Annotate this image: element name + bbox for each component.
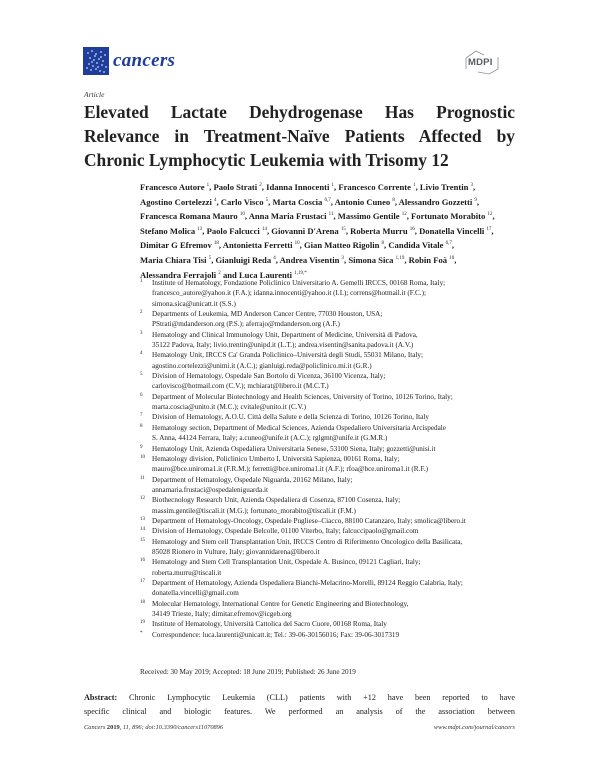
author-name: Carlo Visco bbox=[220, 196, 266, 207]
affiliation-number: 12 bbox=[140, 496, 145, 502]
publication-dates: Received: 30 May 2019; Accepted: 18 June 2019; Published: 26 June 2019 bbox=[140, 668, 356, 676]
affiliation-marker[interactable]: 10 bbox=[239, 212, 245, 218]
author-name: Alessandra Ferrajoli bbox=[140, 269, 219, 280]
author-name: Massimo Gentile bbox=[337, 211, 402, 222]
emblem-dot bbox=[97, 66, 99, 68]
affiliation-text: 85028 Rionero in Vulture, Italy; giovannidarena@libero.it bbox=[152, 547, 320, 556]
affiliation-item bbox=[140, 412, 525, 422]
affiliation-marker[interactable]: 4 bbox=[213, 197, 217, 203]
author-line: Francesca Romana Mauro $^{10}$, Anna Maria Frustaci $^{11}$, Massimo Gentile $^{12}$, Fortunato Morabito $^{12}$, bbox=[140, 211, 495, 222]
page-footer bbox=[84, 724, 515, 731]
affiliation-marker[interactable]: 6,7 bbox=[324, 197, 331, 203]
affiliation-marker[interactable]: 8 bbox=[381, 241, 385, 247]
affiliation-text: Department of Molecular Biotechnology and Health Sciences, University of Torino, 10126 Torino, Italy; bbox=[152, 392, 453, 401]
emblem-dot bbox=[90, 69, 92, 71]
affiliation-item bbox=[140, 537, 525, 558]
affiliation-text: Departments of Leukemia, MD Anderson Cancer Centre, 77030 Houston, USA; bbox=[152, 310, 383, 319]
affiliation-item bbox=[140, 330, 525, 351]
affiliation-marker[interactable]: 8 bbox=[392, 197, 395, 203]
affiliation-item bbox=[140, 444, 525, 454]
affiliation-number: 18 bbox=[140, 599, 145, 605]
abstract-label: Abstract: bbox=[84, 693, 118, 702]
author-name: Giovanni D'Arena bbox=[271, 225, 341, 236]
affiliation-item bbox=[140, 475, 525, 496]
author-name: Francesca Romana Mauro bbox=[140, 211, 240, 222]
affiliation-marker[interactable]: 1 bbox=[413, 183, 416, 189]
affiliation-number: 8 bbox=[140, 423, 143, 429]
affiliation-number: 15 bbox=[140, 537, 145, 543]
article-type-label: Article bbox=[84, 90, 105, 99]
affiliation-number: 5 bbox=[140, 372, 143, 378]
abstract-line: specific clinical and biologic features. We performed an analysis of the association between bbox=[84, 707, 515, 716]
affiliation-item bbox=[140, 278, 525, 309]
author-name: Antonio Cuneo bbox=[334, 196, 393, 207]
affiliation-text: mauro@bce.uniroma1.it (F.R.M.); ferretti@bce.uniroma1.it (A.F.); rfoa@bce.uniroma1.it (R.F.) bbox=[152, 465, 429, 474]
author-name: Simona Sica bbox=[348, 254, 396, 265]
author-name: Francesco Corrente bbox=[338, 182, 414, 192]
affiliation-text: PStrati@mdanderson.org (P.S.); aferrajo@mdanderson.org (A.F.) bbox=[152, 320, 340, 329]
affiliation-text: Hematology and Stem cell Transplantation Unit, IRCCS Centro di Riferimento Oncologico della Basilicata, bbox=[152, 537, 463, 546]
affiliation-marker[interactable]: 16 bbox=[409, 226, 415, 232]
affiliation-marker[interactable]: 3 bbox=[470, 183, 474, 189]
author-name: Andrea Visentin bbox=[279, 254, 342, 265]
author-name: Antonietta Ferretti bbox=[222, 240, 295, 251]
emblem-dot bbox=[102, 60, 104, 62]
emblem-dot bbox=[86, 67, 88, 69]
affiliation-text: 34149 Trieste, Italy; dimitar.efremov@icgeb.org bbox=[152, 610, 292, 618]
affiliation-marker[interactable]: 9 bbox=[474, 197, 477, 203]
author-name: Paolo Strati bbox=[213, 182, 260, 192]
author-name: Livio Trentin bbox=[419, 182, 471, 192]
affiliation-text: 35122 Padova, Italy; livio.trentin@unipd.it (L.T.); andrea.visentin@sanita.padova.it (A.V.) bbox=[152, 341, 414, 350]
author-name: Roberta Murru bbox=[350, 225, 410, 236]
affiliation-number: * bbox=[140, 630, 143, 636]
title-line: Relevance in Treatment-Naïve Patients Affected by bbox=[84, 126, 515, 146]
emblem-dot bbox=[91, 61, 93, 63]
affiliation-marker[interactable]: 3 bbox=[341, 256, 345, 262]
author-line: Alessandra Ferrajoli $^2$ and Luca Laurenti $^{1,19,*}$ bbox=[140, 269, 307, 280]
affiliation-marker[interactable]: 14 bbox=[261, 226, 267, 232]
author-name: Gianluigi Reda bbox=[215, 254, 274, 265]
affiliation-item bbox=[140, 619, 525, 629]
affiliation-number: 6 bbox=[140, 392, 143, 398]
affiliation-text: Molecular Hematology, International Centre for Genetic Engineering and Biotechnology, bbox=[152, 599, 409, 608]
affiliation-marker[interactable]: 12 bbox=[401, 212, 407, 218]
emblem-dot bbox=[91, 50, 93, 52]
emblem-dot bbox=[87, 52, 89, 54]
journal-url-link[interactable]: www.mdpi.com/journal/cancers bbox=[433, 724, 515, 731]
affiliation-item bbox=[140, 350, 525, 371]
author-name: Alessandro Gozzetti bbox=[398, 196, 475, 207]
mdpi-logo-text: MDPI bbox=[468, 57, 493, 68]
affiliation-item bbox=[140, 371, 525, 392]
citation bbox=[84, 724, 223, 731]
affiliation-text: francesco_autore@yahoo.it (F.A.); idanna.innocenti@yahoo.it (I.I.); correns@hotmail.it (F.C.); bbox=[152, 289, 426, 298]
affiliation-number: 2 bbox=[140, 310, 143, 316]
footer-journal: Cancers bbox=[84, 724, 106, 731]
affiliation-text: Hematology Unit, Azienda Ospedaliera Universitaria Senese, 53100 Siena, Italy; gozzetti@unisi.it bbox=[152, 444, 436, 453]
affiliation-text: Hematology section, Department of Medical Sciences, Azienda Ospedaliero Universitaria Arcispedale bbox=[152, 423, 446, 432]
emblem-dot bbox=[105, 66, 107, 68]
emblem-dot bbox=[98, 58, 100, 60]
affiliation-marker[interactable]: 2 bbox=[218, 270, 221, 276]
affiliation-text: Hematology Unit, IRCCS Ca' Granda Policlinico–Università degli Studi, 55031 Milano, Italy; bbox=[152, 351, 423, 360]
affiliation-item bbox=[140, 526, 525, 536]
affiliation-text: simona.sica@unicatt.it (S.S.) bbox=[152, 299, 236, 308]
affiliation-marker[interactable]: 11 bbox=[328, 212, 334, 218]
affiliation-text: marta.coscia@unito.it (M.C.); cvitale@unito.it (C.V.) bbox=[152, 403, 307, 412]
title-line: Chronic Lymphocytic Leukemia with Trisomy 12 bbox=[84, 150, 449, 170]
emblem-dot bbox=[88, 63, 90, 65]
footer-citation: , 11, 896; doi:10.3390/cancers11070896 bbox=[119, 724, 224, 731]
affiliation-text: Institute of Hematology, Università Cattolica del Sacro Cuore, 00168 Roma, Italy bbox=[152, 620, 387, 629]
affiliation-marker[interactable]: 6,7 bbox=[445, 241, 452, 247]
affiliation-marker[interactable]: 17 bbox=[486, 226, 492, 232]
affiliation-number: 7 bbox=[140, 413, 143, 419]
affiliation-text: Hematology and Clinical Immunology Unit, Department of Medicine, Università di Padova, bbox=[152, 330, 418, 339]
author-name: Gian Matteo Rigolin bbox=[303, 240, 382, 251]
author-name: Paolo Falcucci bbox=[206, 225, 262, 236]
author-name: Agostino Cortelezzi bbox=[140, 196, 214, 207]
affiliation-text: massim.gentile@tiscali.it (M.G.); fortunato_morabito@tiscali.it (F.M.) bbox=[152, 506, 356, 515]
emblem-dot bbox=[104, 54, 106, 56]
author-name: Donatella Vincelli bbox=[419, 225, 487, 236]
affiliation-text: Department of Hematology-Oncology, Ospedale Pugliese–Ciacco, 88100 Catanzaro, Italy; smolica@libero.it bbox=[152, 516, 466, 525]
affiliation-text: Correspondence: luca.laurenti@unicatt.it; Tel.: 39-06-30156016; Fax: 39-06-3017319 bbox=[152, 630, 400, 639]
emblem-dot bbox=[101, 64, 103, 66]
emblem-dot bbox=[100, 56, 102, 58]
affiliation-text: Division of Hematology, Ospedale San Bortolo di Vicenza, 36100 Vicenza, Italy; bbox=[152, 372, 386, 381]
affiliation-text: Hematology division, Policlinico Umberto I, Università Sapienza, 00161 Roma, Italy; bbox=[152, 454, 400, 463]
affiliation-marker[interactable]: 5 bbox=[265, 197, 269, 203]
affiliation-text: Division of Hematology, A.O.U. Città della Salute e della Scienza di Torino, 10126 Torino, Italy bbox=[152, 413, 429, 422]
journal-name: cancers bbox=[113, 50, 176, 71]
affiliation-marker[interactable]: 10 bbox=[449, 256, 455, 262]
abstract-text: Chronic Lymphocytic Leukemia (CLL) patients with +12 have been reported to have bbox=[129, 693, 515, 702]
emblem-dot bbox=[95, 68, 97, 70]
author-name: Francesco Autore bbox=[140, 182, 207, 192]
affiliation-marker[interactable]: 18 bbox=[213, 241, 219, 247]
affiliation-marker[interactable]: 5 bbox=[208, 256, 212, 262]
affiliation-marker[interactable]: 1,19 bbox=[395, 256, 405, 262]
author-name: Robin Foà bbox=[408, 254, 450, 265]
affiliation-marker[interactable]: 4 bbox=[273, 256, 276, 262]
author-name: Idanna Innocenti bbox=[266, 182, 332, 192]
affiliation-text: Institute of Hematology, Fondazione Policlinico Universitario A. Gemelli IRCCS, 00168 Roma, Italy; bbox=[152, 279, 446, 287]
affiliation-list bbox=[140, 278, 525, 640]
affiliation-number: 4 bbox=[140, 351, 143, 357]
paper-title bbox=[84, 100, 515, 172]
affiliation-item bbox=[140, 309, 525, 330]
affiliation-text: donatella.vincelli@gmail.com bbox=[152, 589, 239, 598]
affiliation-marker[interactable]: 1 bbox=[206, 183, 210, 189]
affiliation-text: Department of Hematology, Ospedale Niguarda, 20162 Milano, Italy; bbox=[152, 475, 353, 484]
affiliation-item bbox=[140, 423, 525, 444]
affiliation-marker[interactable]: 10 bbox=[294, 241, 300, 247]
affiliation-item bbox=[140, 454, 525, 475]
affiliation-text: Biothecnology Research Unit, Azienda Ospedaliera di Cosenza, 87100 Cosenza, Italy; bbox=[152, 496, 401, 505]
affiliation-number: 17 bbox=[140, 578, 145, 584]
journal-emblem-icon bbox=[83, 47, 109, 75]
affiliation-item bbox=[140, 557, 525, 578]
emblem-dot bbox=[100, 51, 102, 53]
affiliation-text: S. Anna, 44124 Ferrara, Italy; a.cuneo@unife.it (A.C.); rglgmt@unife.it (G.M.R.) bbox=[152, 434, 388, 443]
affiliation-marker[interactable]: 12 bbox=[487, 212, 493, 218]
footer-year: 2019 bbox=[106, 724, 120, 731]
affiliation-item bbox=[140, 495, 525, 516]
abstract bbox=[84, 691, 515, 719]
emblem-dot bbox=[99, 70, 101, 72]
affiliation-marker[interactable]: 1,19,* bbox=[294, 270, 307, 276]
affiliation-text: roberta.murru@tiscali.it bbox=[152, 568, 222, 577]
author-name: Stefano Molica bbox=[140, 225, 198, 236]
affiliation-number: 14 bbox=[140, 527, 145, 533]
author-line: Dimitar G Efremov $^{18}$, Antonietta Ferretti $^{10}$, Gian Matteo Rigolin $^8$, Candida Vitale $^{6,7}$, bbox=[140, 240, 455, 251]
author-name: Candida Vitale bbox=[388, 240, 446, 251]
affiliation-text: agostino.cortelezzi@unimi.it (A.C.); gianluigi.reda@policlinico.mi.it (G.R.) bbox=[152, 361, 372, 370]
affiliation-number: 11 bbox=[140, 475, 145, 481]
affiliation-item bbox=[140, 630, 525, 640]
emblem-dot bbox=[92, 65, 94, 67]
author-name: Dimitar G Efremov bbox=[140, 240, 214, 251]
emblem-dot bbox=[93, 59, 95, 61]
affiliation-item bbox=[140, 392, 525, 413]
affiliation-number: 19 bbox=[140, 620, 145, 626]
journal-logo[interactable] bbox=[83, 47, 175, 75]
author-line: Maria Chiara Tisi $^5$, Gianluigi Reda $^4$, Andrea Visentin $^3$, Simona Sica $^{1,19}$, Robin Foà $^{10}$, bbox=[140, 254, 457, 265]
abstract-line bbox=[84, 691, 515, 705]
affiliation-marker[interactable]: 1 bbox=[331, 183, 335, 189]
affiliation-text: carlovisco@hotmail.com (C.V.); mchiarat@libero.it (M.C.T.) bbox=[152, 382, 329, 391]
emblem-dot bbox=[94, 55, 96, 57]
mdpi-logo[interactable] bbox=[464, 49, 500, 75]
affiliation-item bbox=[140, 578, 525, 599]
affiliation-item bbox=[140, 516, 525, 526]
affiliation-text: annamaria.frustaci@ospedaleniguarda.it bbox=[152, 485, 268, 494]
author-line: Francesco Autore $^1$, Paolo Strati $^2$, Idanna Innocenti $^1$, Francesco Corrente $^1$, Livio Trentin $^3$, bbox=[140, 182, 476, 192]
affiliation-number: 9 bbox=[140, 444, 143, 450]
affiliation-text: Division of Hematology, Ospedale Belcolle, 01100 Viterbo, Italy; falcuccipaolo@gmail.com bbox=[152, 527, 419, 536]
author-name: Maria Chiara Tisi bbox=[140, 254, 209, 265]
author-list bbox=[140, 180, 520, 282]
affiliation-number: 1 bbox=[140, 279, 143, 284]
affiliation-text: Hematology and Stem Cell Transplantation Unit, Ospedale A. Businco, 09121 Cagliari, Italy; bbox=[152, 558, 421, 567]
affiliation-item bbox=[140, 599, 525, 620]
emblem-dot bbox=[96, 62, 98, 64]
affiliation-marker[interactable]: 15 bbox=[340, 226, 346, 232]
title-line: Elevated Lactate Dehydrogenase Has Prognostic bbox=[84, 102, 515, 122]
affiliation-number: 3 bbox=[140, 330, 143, 336]
author-line: Stefano Molica $^{13}$, Paolo Falcucci $^{14}$, Giovanni D'Arena $^{15}$, Roberta Murru $^{16}$, Donatella Vincelli $^{17}$, bbox=[140, 225, 494, 236]
author-name: Marta Coscia bbox=[272, 196, 325, 207]
affiliation-number: 10 bbox=[140, 454, 145, 460]
affiliation-text: Department of Hematology, Azienda Ospedaliera Bianchi-Melacrino-Morelli, 89124 Reggio Calabria, Italy; bbox=[152, 578, 463, 587]
affiliation-marker[interactable]: 13 bbox=[197, 226, 203, 232]
author-name: Anna Maria Frustaci bbox=[248, 211, 329, 222]
author-line: Agostino Cortelezzi $^4$, Carlo Visco $^5$, Marta Coscia $^{6,7}$, Antonio Cuneo $^8$, Alessandro Gozzetti $^9$, bbox=[140, 196, 480, 207]
affiliation-marker[interactable]: 2 bbox=[259, 183, 262, 189]
author-name: Luca Laurenti bbox=[238, 269, 295, 280]
author-name: Fortunato Morabito bbox=[411, 211, 488, 222]
affiliation-number: 13 bbox=[140, 516, 145, 522]
affiliation-number: 16 bbox=[140, 558, 145, 564]
emblem-dot bbox=[89, 57, 91, 59]
emblem-dot bbox=[103, 71, 105, 73]
